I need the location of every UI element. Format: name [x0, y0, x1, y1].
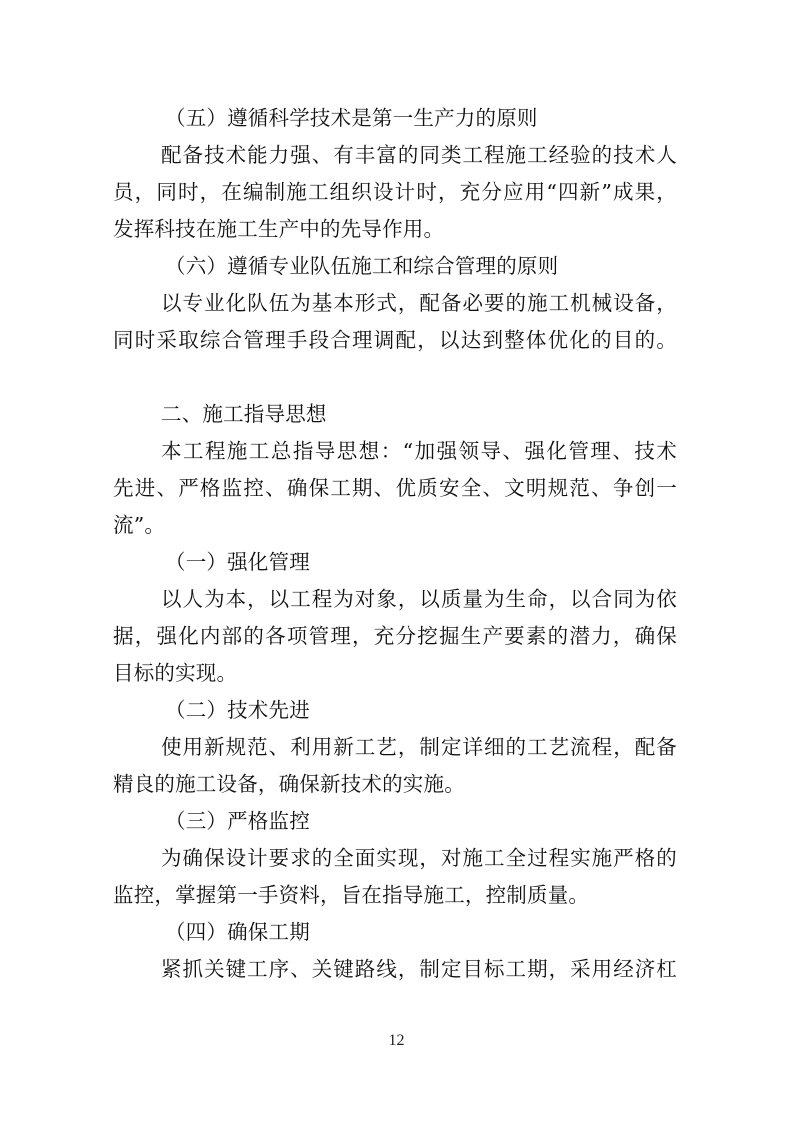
page-number: 12 — [388, 1032, 405, 1049]
chapter-heading: 二、施工指导思想 — [161, 402, 327, 426]
paragraph-line: 为确保设计要求的全面实现，对施工全过程实施严格的 — [161, 846, 677, 870]
paragraph-line: 先进、严格监控、确保工期、优质安全、文明规范、争创一 — [113, 476, 677, 500]
paragraph-line: 监控，掌握第一手资料，旨在指导施工，控制质量。 — [113, 883, 590, 907]
paragraph-line: 员，同时，在编制施工组织设计时，充分应用“四新”成果， — [113, 180, 677, 204]
subsection-heading-1: （一）强化管理 — [165, 550, 310, 574]
section-heading-6: （六）遵循专业队伍施工和综合管理的原则 — [165, 254, 559, 278]
page-body — [113, 100, 677, 988]
paragraph-line: 据，强化内部的各项管理，充分挖掘生产要素的潜力，确保 — [113, 624, 677, 648]
section-heading-5: （五）遵循科学技术是第一生产力的原则 — [165, 106, 538, 130]
paragraph-line: 配备技术能力强、有丰富的同类工程施工经验的技术人 — [161, 143, 677, 167]
paragraph-line: 本工程施工总指导思想：“加强领导、强化管理、技术 — [161, 439, 677, 463]
paragraph-line: 以人为本，以工程为对象，以质量为生命，以合同为依 — [161, 587, 677, 611]
paragraph-line: 以专业化队伍为基本形式，配备必要的施工机械设备， — [161, 291, 677, 315]
subsection-heading-3: （三）严格监控 — [165, 809, 310, 833]
paragraph-line: 流”。 — [113, 513, 166, 537]
subsection-heading-4: （四）确保工期 — [165, 920, 310, 944]
paragraph-line: 紧抓关键工序、关键路线，制定目标工期，采用经济杠 — [161, 957, 677, 981]
blank-line — [113, 359, 677, 396]
paragraph-line: 同时采取综合管理手段合理调配，以达到整体优化的目的。 — [113, 328, 677, 352]
paragraph-line: 发挥科技在施工生产中的先导作用。 — [113, 217, 445, 241]
paragraph-line: 精良的施工设备，确保新技术的实施。 — [113, 772, 465, 796]
paragraph-line: 目标的实现。 — [113, 661, 238, 685]
paragraph-line: 使用新规范、利用新工艺，制定详细的工艺流程，配备 — [161, 735, 677, 759]
subsection-heading-2: （二）技术先进 — [165, 698, 310, 722]
